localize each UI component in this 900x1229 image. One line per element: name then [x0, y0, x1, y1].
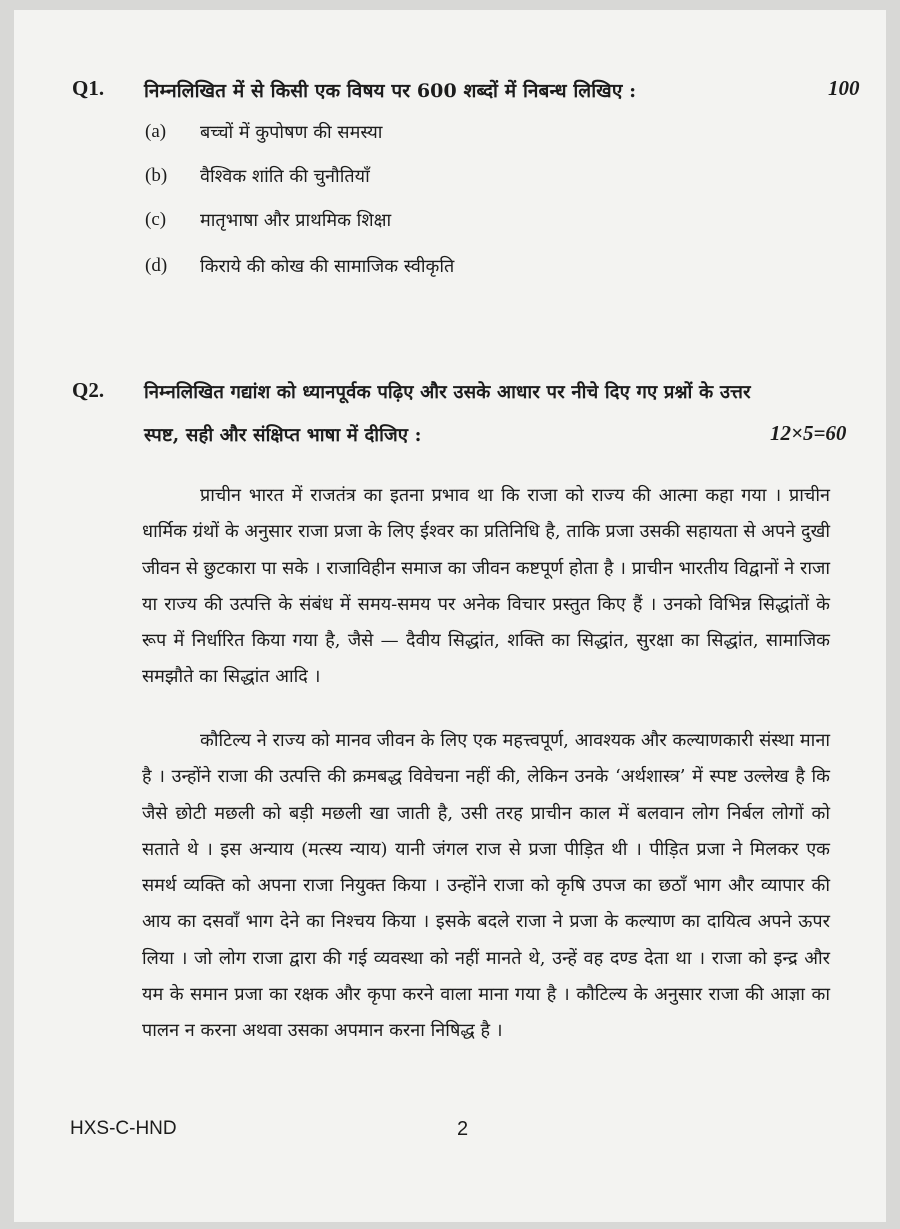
q2-marks: 12×5=60 — [770, 421, 847, 445]
passage-paragraph-2: कौटिल्य ने राज्य को मानव जीवन के लिए एक महत्त्वपूर्ण, आवश्यक और कल्याणकारी संस्था माना है । उन्होंने राजा की उत्पत्ति की क्रमबद्ध विवेचना नहीं की, लेकिन उनके ‘अर्थशास्त्र’ में स्पष्ट उल्लेख है कि जैसे छोटी मछली को बड़ी मछली खा जाती है, उसी तरह प्राचीन काल में बलवान लोग निर्बल लोगों को सताते थे । इस अन्याय (मत्स्य न्याय) यानी जंगल राज से प्रजा पीड़ित थी । पीड़ित प्रजा ने मिलकर एक समर्थ व्यक्ति को अपना राजा नियुक्त किया । उन्होंने राजा को कृषि उपज का छठाँ भाग और व्यापार की आय का दसवाँ भाग देने का निश्चय किया । इसके बदले राजा ने प्रजा के कल्याण का दायित्व अपने ऊपर लिया । जो लोग राजा द्वारा की गई व्यवस्था को नहीं मानते थे, उन्हें वह दण्ड देता था । राजा को इन्द्र और यम के समान प्रजा का रक्षक और कृपा करने वाला माना गया है । कौटिल्य के अनुसार राजा की आज्ञा का पालन न करना अथवा उसका अपमान करना निषिद्ध है । — [142, 730, 830, 1042]
q1-option-c-text: मातृभाषा और प्राथमिक शिक्षा — [200, 210, 392, 231]
q1-option-b-text: वैश्विक शांति की चुनौतियाँ — [200, 166, 370, 187]
q1-option-a-letter: (a) — [145, 121, 167, 142]
q2-instruction-line1: निम्नलिखित गद्यांश को ध्यानपूर्वक पढ़िए और उसके आधार पर नीचे दिए गए प्रश्नों के उत्तर — [144, 382, 751, 403]
paper-code: HXS-C-HND — [70, 1118, 177, 1139]
q2-instruction-line2: स्पष्ट, सही और संक्षिप्त भाषा में दीजिए : — [144, 425, 422, 446]
q1-option-a-text: बच्चों में कुपोषण की समस्या — [200, 122, 383, 143]
q2-number: Q2. — [72, 378, 105, 402]
q1-option-c-letter: (c) — [145, 209, 167, 230]
passage-paragraph-1: प्राचीन भारत में राजतंत्र का इतना प्रभाव था कि राजा को राज्य की आत्मा कहा गया । प्राचीन धार्मिक ग्रंथों के अनुसार राजा प्रजा के लिए ईश्वर का प्रतिनिधि है, ताकि प्रजा उसकी सहायता से अपने दुखी जीवन से छुटकारा पा सके । राजाविहीन समाज का जीवन कष्टपूर्ण होता है । प्राचीन भारतीय विद्वानों ने राजा या राज्य की उत्पत्ति के संबंध में समय-समय पर अनेक विचार प्रस्तुत किए हैं । उनको विभिन्न सिद्धांतों के रूप में निर्धारित किया गया है, जैसे — दैवीय सिद्धांत, शक्ति का सिद्धांत, सुरक्षा का सिद्धांत, सामाजिक समझौते का सिद्धांत आदि । — [142, 485, 830, 688]
exam-page — [14, 10, 886, 1222]
page-number: 2 — [457, 1118, 469, 1140]
q1-number: Q1. — [72, 76, 105, 100]
q1-option-d-text: किराये की कोख की सामाजिक स्वीकृति — [200, 256, 455, 277]
q1-marks: 100 — [828, 76, 860, 100]
q1-option-b-letter: (b) — [145, 165, 168, 186]
q1-instruction: निम्नलिखित में से किसी एक विषय पर 600 शब्दों में निबन्ध लिखिए : — [144, 80, 637, 102]
q1-option-d-letter: (d) — [145, 255, 168, 276]
